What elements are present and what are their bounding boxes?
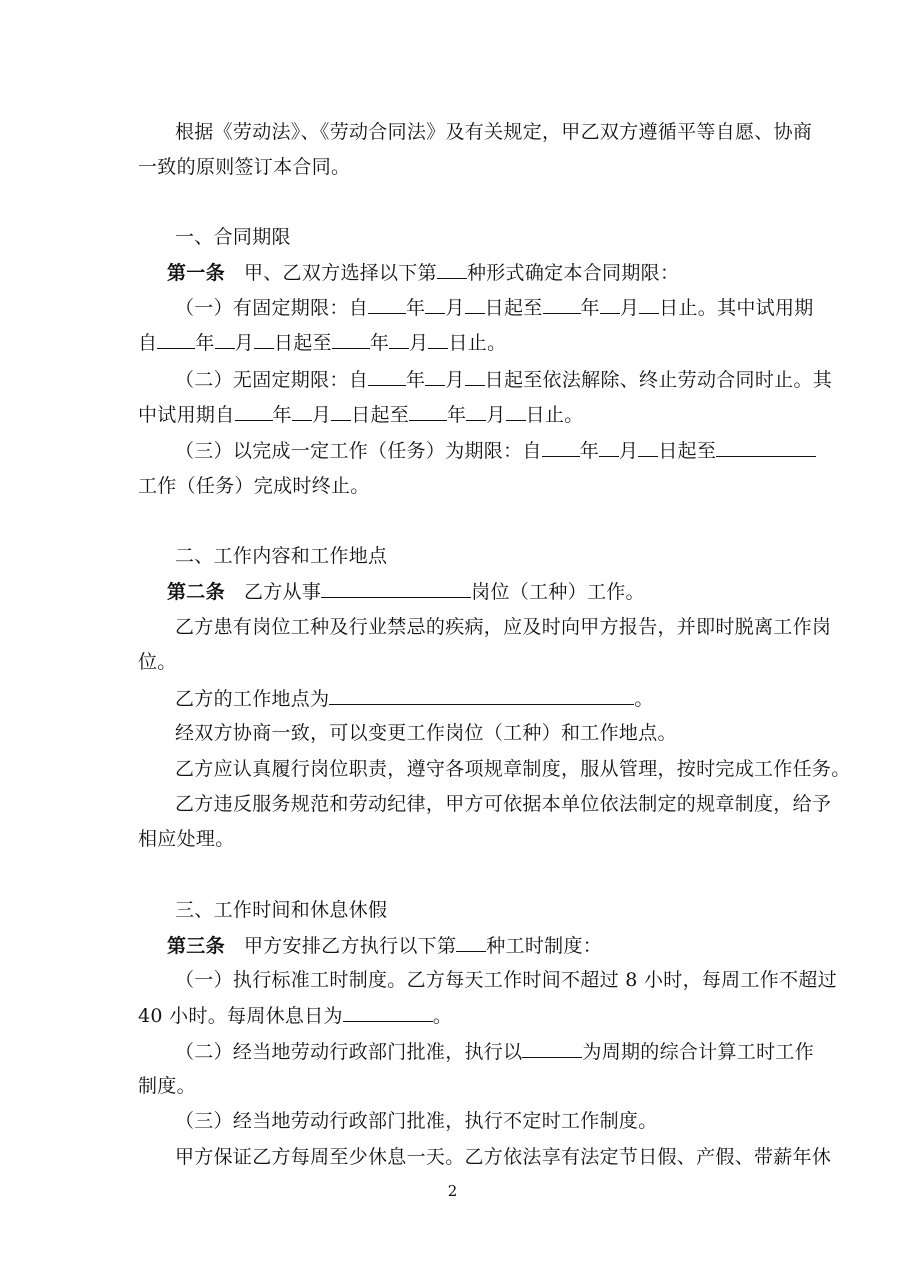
article-3-text-b: 种工时制度：: [486, 935, 603, 957]
month-label: 月: [619, 297, 640, 319]
article-1-label: 第一条: [167, 262, 225, 284]
article-2-text-b: 岗位（工种）工作。: [471, 581, 645, 603]
year-label: 年: [406, 297, 426, 319]
blank-field: [599, 437, 619, 457]
blank-field: [409, 401, 447, 421]
article-3-text-a: 甲方安排乙方执行以下第: [243, 935, 457, 957]
fixed-term-line-1: [175, 294, 814, 321]
blank-field: [543, 294, 581, 314]
year-label: 年: [369, 332, 390, 354]
until-label: 日止。: [448, 332, 507, 354]
blank-field: [456, 932, 486, 952]
preamble-line-2: 一致的原则签订本合同。: [138, 156, 351, 178]
from-label: 日起至: [273, 332, 332, 354]
month-label: 月: [486, 404, 506, 426]
section-2-para-5-cont: 相应处理。: [138, 828, 235, 850]
from-label: 自: [138, 332, 158, 354]
blank-field: [332, 329, 370, 349]
month-label: 月: [311, 404, 332, 426]
blank-field: [343, 1002, 433, 1022]
month-label: 月: [409, 332, 429, 354]
period-mark: 。: [432, 1005, 453, 1027]
blank-field: [428, 329, 448, 349]
preamble-line-1: 根据《劳动法》、《劳动合同法》及有关规定，甲乙双方遵循平等自愿、协商: [175, 121, 813, 143]
year-label: 年: [195, 332, 215, 354]
month-label: 月: [619, 440, 639, 462]
blank-field: [542, 437, 580, 457]
article-2: [167, 578, 645, 605]
section-3-heading: 三、工作时间和休息休假: [175, 899, 388, 921]
article-1: [167, 259, 679, 286]
article-2-label: 第二条: [167, 581, 225, 603]
rest-guarantee-line: 甲方保证乙方每周至少休息一天。乙方依法享有法定节日假、产假、带薪年休: [175, 1146, 832, 1168]
from-label: 日起至: [351, 404, 410, 426]
blank-field: [254, 329, 274, 349]
until-label: 日止。其中试用期: [659, 297, 814, 319]
workplace-line: [175, 685, 654, 712]
article-2-text-a: 乙方从事: [243, 581, 322, 603]
rest-day-label: 40 小时。每周休息日为: [138, 1005, 343, 1027]
section-2-para-5: 乙方违反服务规范和劳动纪律，甲方可依据本单位依法制定的规章制度，给予: [175, 793, 832, 815]
blank-field: [321, 578, 471, 598]
section-2-heading: 二、工作内容和工作地点: [175, 545, 388, 567]
task-term-text: （三）以完成一定工作（任务）为期限：自: [175, 440, 542, 462]
blank-field: [235, 401, 273, 421]
article-3-label: 第三条: [167, 935, 225, 957]
until-label: 日止。: [525, 404, 584, 426]
year-label: 年: [272, 404, 292, 426]
section-1-heading: 一、合同期限: [175, 226, 291, 248]
page-number: 2: [447, 1182, 458, 1200]
comprehensive-hours-line-2: 制度。: [138, 1075, 196, 1097]
period-mark: 。: [634, 688, 654, 710]
year-label: 年: [579, 440, 600, 462]
open-term-text-end: 日起至依法解除、终止劳动合同时止。其: [484, 369, 833, 391]
section-2-para-4: 乙方应认真履行岗位职责，遵守各项规章制度，服从管理，按时完成工作任务。: [175, 758, 851, 780]
month-label: 月: [234, 332, 254, 354]
year-label: 年: [406, 369, 426, 391]
blank-field: [389, 329, 409, 349]
comprehensive-text-b: 为周期的综合计算工时工作: [582, 1041, 815, 1063]
month-label: 月: [445, 369, 465, 391]
blank-field: [506, 401, 526, 421]
blank-field: [157, 329, 195, 349]
blank-field: [215, 329, 235, 349]
fixed-term-text: （一）有固定期限：自: [175, 297, 369, 319]
blank-field: [292, 401, 312, 421]
from-label: 日起至: [484, 297, 543, 319]
blank-field: [600, 294, 620, 314]
workplace-label: 乙方的工作地点为: [175, 688, 330, 710]
probation-label: 中试用期自: [138, 404, 235, 426]
section-2-para-1: 乙方患有岗位工种及行业禁忌的疾病，应及时向甲方报告，并即时脱离工作岗: [175, 616, 832, 638]
blank-field: [368, 294, 406, 314]
section-2-para-3: 经双方协商一致，可以变更工作岗位（工种）和工作地点。: [175, 722, 677, 744]
blank-field: [522, 1038, 582, 1058]
blank-field: [465, 366, 485, 386]
standard-hours-line-2: [138, 1002, 452, 1029]
fixed-term-line-2: [138, 329, 506, 356]
section-2-para-1-cont: 位。: [138, 651, 177, 673]
standard-hours-line-1: （一）执行标准工时制度。乙方每天工作时间不超过 8 小时，每周工作不超过: [175, 969, 837, 991]
blank-field: [437, 259, 467, 279]
blank-field: [425, 366, 445, 386]
task-term-line-1: [175, 437, 816, 464]
task-term-line-2: 工作（任务）完成时终止。: [138, 475, 370, 497]
blank-field: [329, 685, 634, 705]
blank-field: [716, 437, 816, 457]
comprehensive-hours-line-1: [175, 1038, 814, 1065]
blank-field: [466, 401, 486, 421]
from-label: 日起至: [658, 440, 717, 462]
comprehensive-text-a: （二）经当地劳动行政部门批准，执行以: [175, 1041, 523, 1063]
open-term-text: （二）无固定期限：自: [175, 369, 369, 391]
blank-field: [465, 294, 485, 314]
blank-field: [638, 437, 658, 457]
blank-field: [425, 294, 445, 314]
blank-field: [639, 294, 659, 314]
year-label: 年: [447, 404, 467, 426]
year-label: 年: [580, 297, 600, 319]
article-1-text-b: 种形式确定本合同期限：: [466, 262, 680, 284]
article-1-text-a: 甲、乙双方选择以下第: [243, 262, 437, 284]
open-term-line-2: [138, 401, 584, 428]
blank-field: [368, 366, 406, 386]
open-term-line-1: [175, 366, 832, 393]
blank-field: [331, 401, 351, 421]
month-label: 月: [445, 297, 465, 319]
article-3: [167, 932, 602, 959]
flexible-hours-line: （三）经当地劳动行政部门批准，执行不定时工作制度。: [175, 1110, 658, 1132]
